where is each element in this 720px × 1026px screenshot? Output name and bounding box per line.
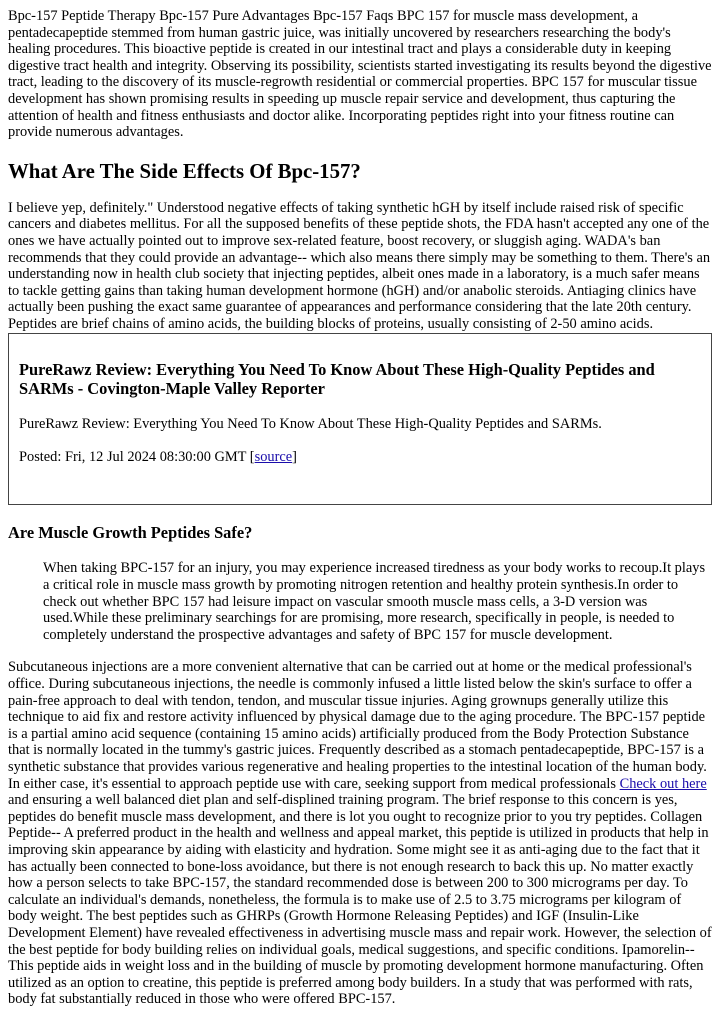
check-out-here-link[interactable]: Check out here — [619, 775, 707, 792]
safety-heading: Are Muscle Growth Peptides Safe? — [8, 522, 253, 542]
side-effects-heading: What Are The Side Effects Of Bpc-157? — [8, 159, 361, 183]
intro-paragraph: Bpc-157 Peptide Therapy Bpc-157 Pure Advantages Bpc-157 Faqs BPC 157 for muscle mass development, a pentadecapeptide stemmed from human gastric juice, was initially uncovered by researchers researching the body's healing procedures. This bioactive peptide is created in our intestinal tract and plays a considerable duty in keeping digestive tract health and integrity. Observing its possibility, scientists started investigating its results beyond the digestive tract, leading to the discovery of its muscle-regrowth residential or commercial properties. BPC 157 for muscular tissue development has shown promising results in speeding up muscle repair service and development, thus capturing the attention of health and fitness enthusiasts and doctor alike. Incorporating peptides right into your fitness routine can provide numerous advantages. — [8, 8, 712, 141]
news-card-posted — [19, 449, 701, 466]
source-link[interactable]: source — [254, 449, 293, 466]
news-card-summary: PureRawz Review: Everything You Need To Know About These High-Quality Peptides and SARMs. — [19, 415, 602, 432]
article — [0, 8, 720, 1008]
safety-blockquote: When taking BPC-157 for an injury, you may experience increased tiredness as your body works to recoup.It plays a critical role in muscle mass growth by promoting nitrogen retention and healthy protein synthesis.In order to check out whether BPC 157 had leisure impact on vascular smooth muscle mass cells, a 3-D version was used.While these preliminary searchings for are promising, more research, specifically in people, is needed to completely understand the prospective advantages and safety of BPC 157 for muscle development. — [43, 560, 706, 643]
posted-bracket: ] — [292, 449, 297, 466]
posted-date: Posted: Fri, 12 Jul 2024 08:30:00 GMT [ — [19, 449, 255, 466]
safety-body-paragraph — [8, 659, 712, 1007]
body-text-after-link: and ensuring a well balanced diet plan and self-displined training program. The brief response to this concern is yes, peptides do benefit muscle mass development, and there is lot you ought to recognize prior to you try peptides. Collagen Peptide-- A preferred product in the health and wellness and appeal market, this peptide is utilized in products that help in improving skin appearance by aiding with elasticity and hydration. Some might see it as anti-aging due to the fact that it has actually been connected to bone-loss avoidance, but there is not enough research to back this up. No matter exactly how a person selects to take BPC-157, the standard recommended dose is between 200 to 300 micrograms per day. To calculate an individual's demands, nonetheless, the formula is to make use of 2.5 to 3.75 micrograms per kilogram of body weight. The best peptides such as GHRPs (Growth Hormone Releasing Peptides) and IGF (Insulin-Like Development Element) have revealed effectiveness in advertising muscle mass and repair work. However, the selection of the best peptide for body building relies on individual goals, medical suggestions, and specific conditions. Ipamorelin-- This peptide aids in weight loss and in the building of muscle by promoting development hormone manufacturing. Often utilized as an option to creatine, this peptide is preferred among body builders. In a study that was performed with rats, body fat substantially reduced in those who were offered BPC-157. — [8, 792, 712, 1008]
body-text-before-link: Subcutaneous injections are a more convenient alternative that can be carried out at home or the medical professional's office. During subcutaneous injections, the needle is commonly infused a little listed below the skin's surface to offer a pain-free approach to deal with tendon, tendon, and muscular tissue injuries. Aging grownups generally utilize this technique to aid fix and restore activity influenced by physical damage due to the aging procedure. The BPC-157 peptide is a partial amino acid sequence (containing 15 amino acids) artificially produced from the Body Protection Substance that is normally located in the tummy's gastric juices. Frequently described as a stomach pentadecapeptide, BPC-157 is a synthetic substance that provides various regenerative and healing properties to the intestinal location of the human body. In either case, it's essential to approach peptide use with care, seeking support from medical professionals — [8, 659, 707, 792]
side-effects-paragraph: I believe yep, definitely." Understood negative effects of taking synthetic hGH by itself include raised risk of specific cancers and diabetes mellitus. For all the supposed benefits of these peptide shots, the FDA hasn't accepted any one of the ones we have actually pointed out to improve sex-related feature, boost recovery, or sluggish aging. WADA's ban recommends that they could provide an advantage-- which also means there simply may be something to them. There's an understanding now in health club society that injecting peptides, albeit ones made in a laboratory, is a much safer means to tackle getting gains than taking human development hormone (hGH) and/or anabolic steroids. Antiaging clinics have actually been pushing the exact same guarantee of appearances and performance considering that the late 20th century. Peptides are brief chains of amino acids, the building blocks of proteins, usually consisting of 2-50 amino acids. — [8, 199, 711, 332]
news-card — [8, 333, 712, 505]
news-card-title: PureRawz Review: Everything You Need To Know About These High-Quality Peptides and SARMs - Covington-Maple Valley Reporter — [19, 359, 655, 399]
